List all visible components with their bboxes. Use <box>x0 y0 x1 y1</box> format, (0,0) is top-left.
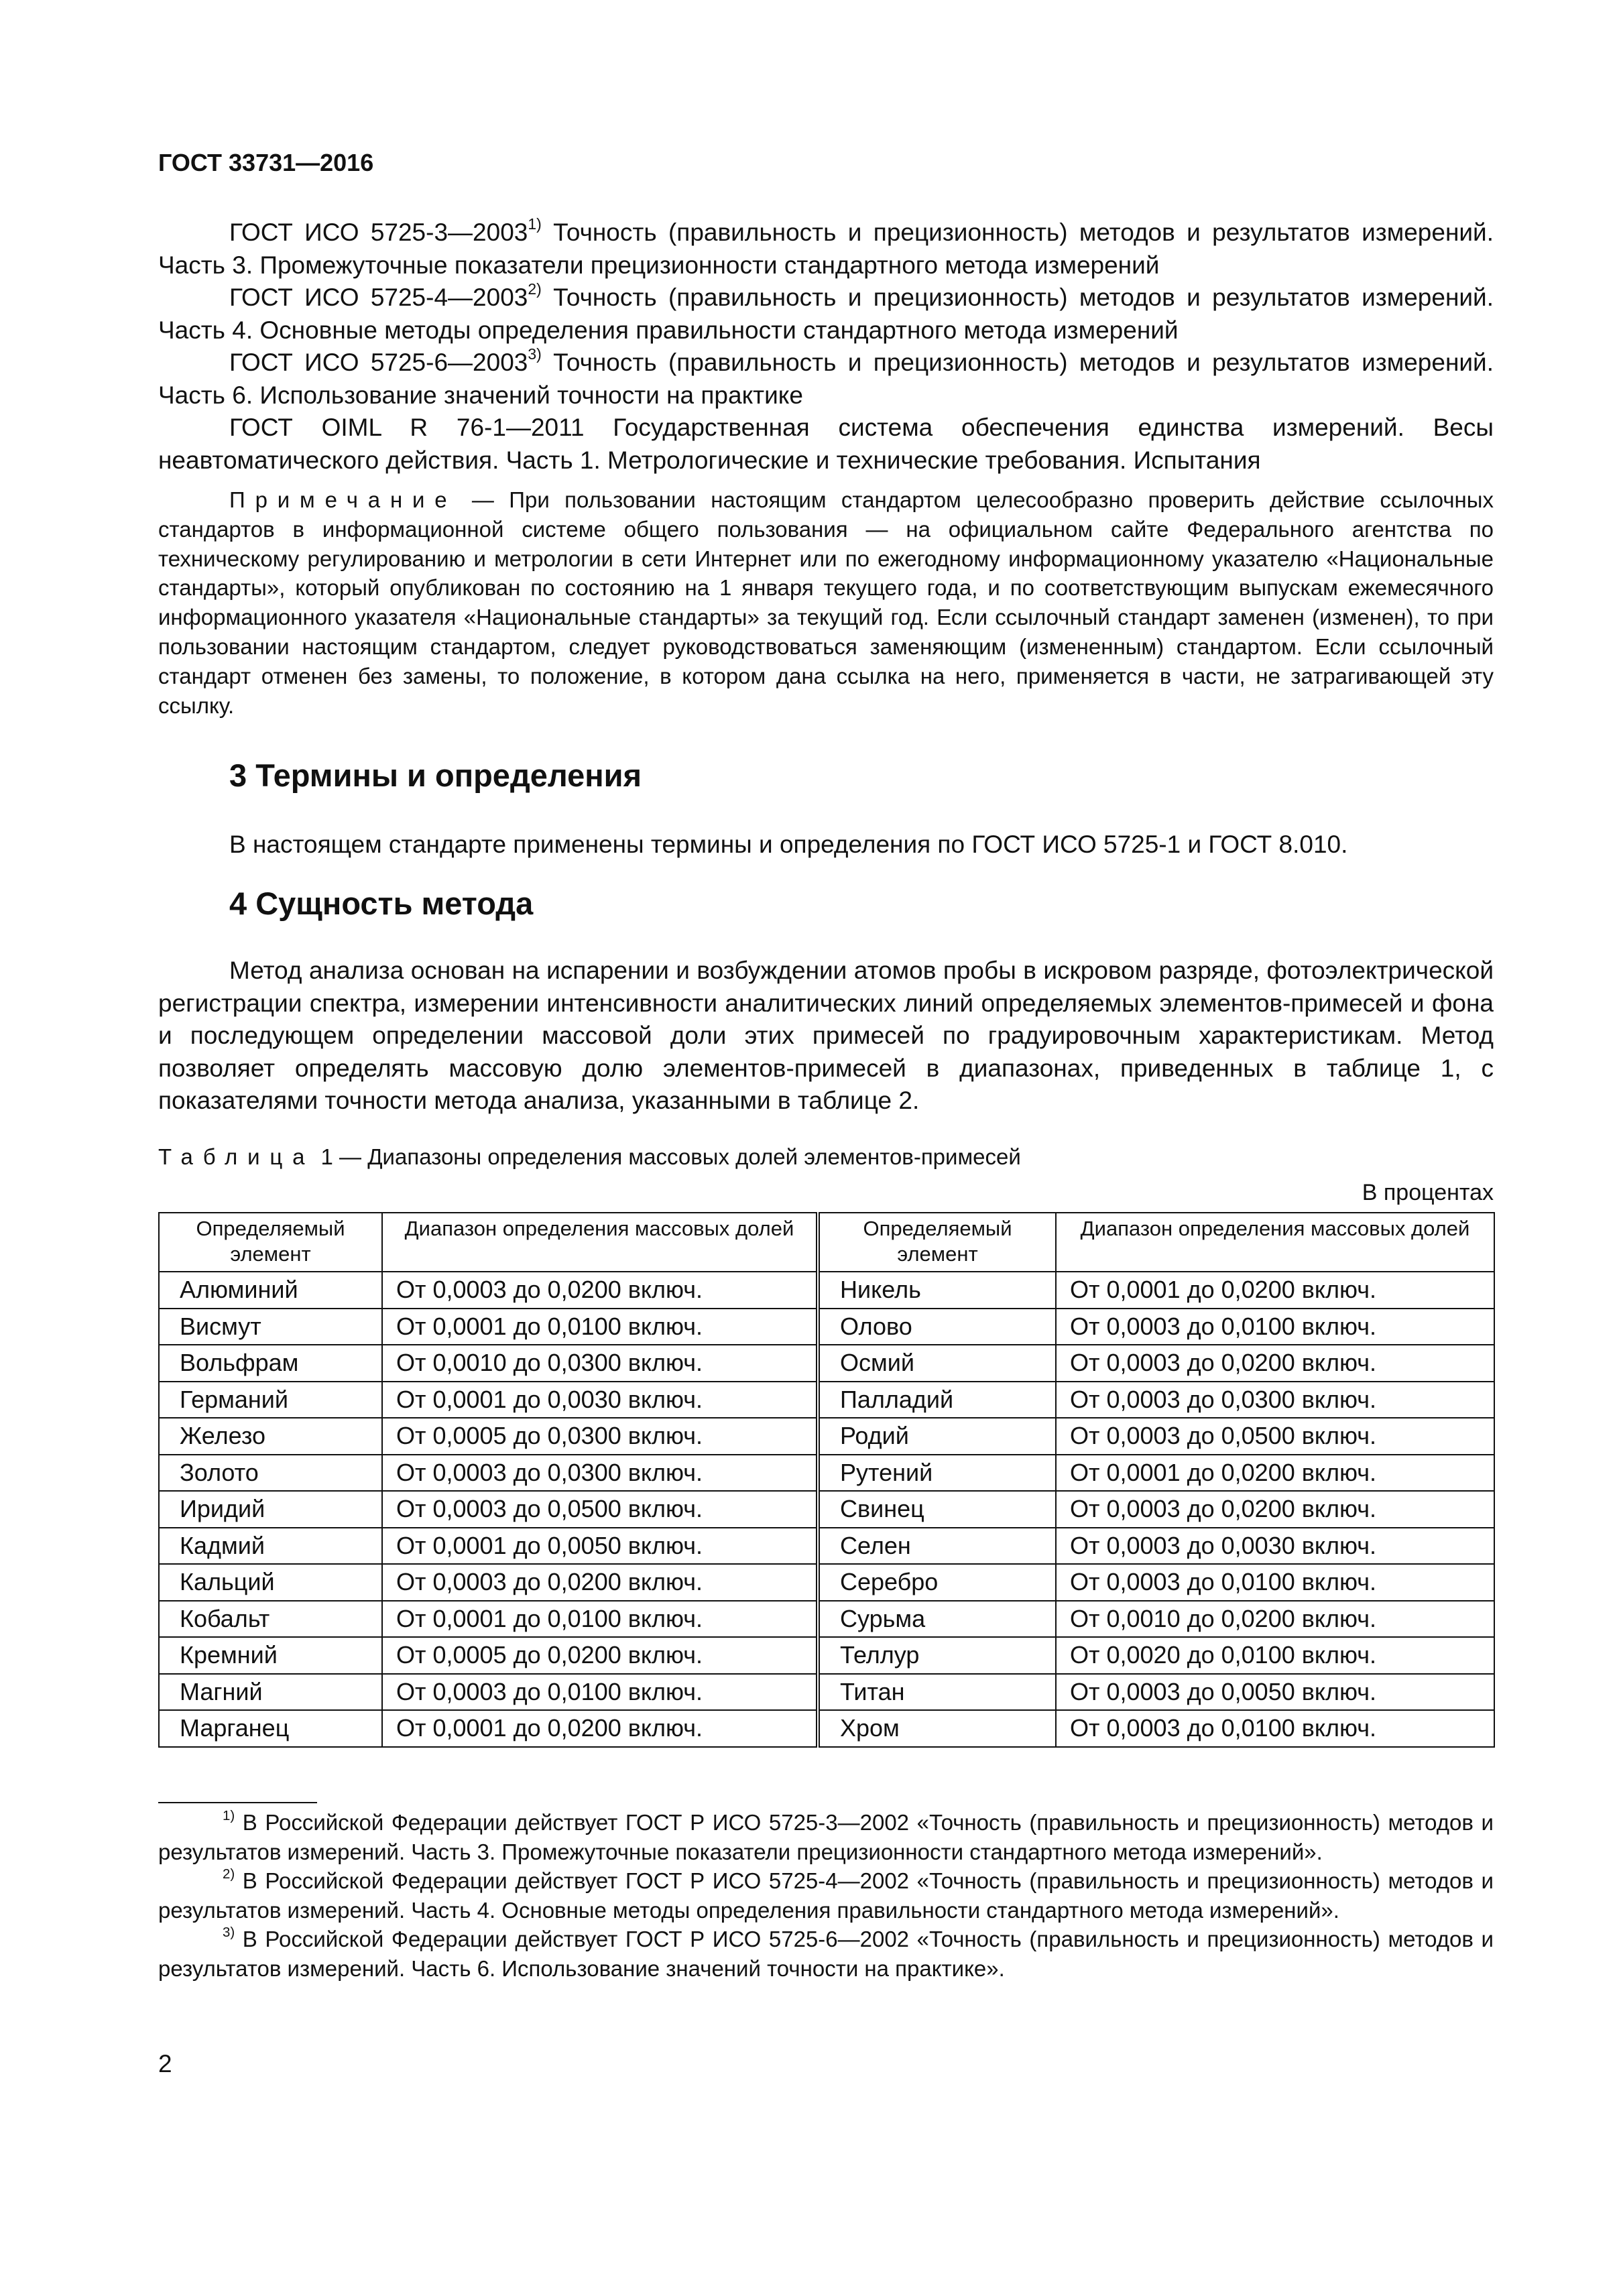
footnote-marker: 3) <box>528 345 542 363</box>
range-value: От 0,0005 до 0,0300 включ. <box>382 1418 818 1455</box>
range-value: От 0,0001 до 0,0100 включ. <box>382 1601 818 1638</box>
table-row <box>159 1309 1494 1345</box>
range-value: От 0,0020 до 0,0100 включ. <box>1056 1637 1494 1674</box>
table-row <box>159 1382 1494 1418</box>
table-row <box>159 1491 1494 1528</box>
range-value: От 0,0001 до 0,0050 включ. <box>382 1528 818 1565</box>
element-name: Титан <box>818 1674 1056 1711</box>
reference-code: ГОСТ OIML R 76-1—2011 <box>229 414 585 441</box>
range-value: От 0,0005 до 0,0200 включ. <box>382 1637 818 1674</box>
reference-title: Государственная система обеспечения единства измерений. Весы неавтоматического действия. Часть 1. Метрологические и технические требования. Испытания <box>158 414 1494 474</box>
footnote-marker: 3) <box>223 1924 235 1940</box>
range-value: От 0,0003 до 0,0500 включ. <box>382 1491 818 1528</box>
element-name: Теллур <box>818 1637 1056 1674</box>
range-value: От 0,0003 до 0,0100 включ. <box>382 1674 818 1711</box>
element-name: Кремний <box>159 1637 382 1674</box>
header-element: Определяемый элемент <box>818 1213 1056 1272</box>
range-value: От 0,0003 до 0,0100 включ. <box>1056 1710 1494 1747</box>
footnote-text: В Российской Федерации действует ГОСТ Р ИСО 5725-4—2002 «Точность (правильность и прецизионность) методов и результатов измерений. Часть 4. Основные методы определения правильности стандартного метода измерений». <box>158 1868 1494 1923</box>
element-name: Осмий <box>818 1345 1056 1382</box>
ranges-table <box>158 1212 1495 1748</box>
note-label: Примечание <box>229 487 457 512</box>
footnote-marker: 2) <box>528 280 542 298</box>
section-4-paragraph: Метод анализа основан на испарении и возбуждении атомов пробы в искровом разряде, фотоэлектрической регистрации спектра, измерении интенсивности аналитических линий определяемых элементов-примесей и фона и последующем определении массовой доли этих примесей по градуировочным характеристикам. Метод позволяет определять массовую долю элементов-примесей в диапазонах, приведенных в таблице 1, с показателями точности метода анализа, указанными в таблице 2. <box>158 957 1494 1114</box>
footnote-text: В Российской Федерации действует ГОСТ Р ИСО 5725-6—2002 «Точность (правильность и прецизионность) методов и результатов измерений. Часть 6. Использование значений точности на практике». <box>158 1927 1494 1981</box>
section-4-body <box>158 955 1494 1117</box>
table-row <box>159 1710 1494 1747</box>
reference-item <box>158 217 1494 282</box>
table-row <box>159 1418 1494 1455</box>
range-value: От 0,0003 до 0,0100 включ. <box>1056 1309 1494 1345</box>
reference-item <box>158 412 1494 477</box>
range-value: От 0,0001 до 0,0200 включ. <box>1056 1455 1494 1492</box>
element-name: Иридий <box>159 1491 382 1528</box>
normative-references <box>158 217 1494 477</box>
section-3-heading: 3 Термины и определения <box>229 758 642 793</box>
footnote-divider <box>158 1802 317 1803</box>
table-caption <box>158 1144 1021 1170</box>
page-number: 2 <box>158 2050 172 2077</box>
table-caption-label: Таблица <box>158 1144 315 1169</box>
table-unit: В процентах <box>1362 1180 1494 1205</box>
element-name: Магний <box>159 1674 382 1711</box>
range-value: От 0,0003 до 0,0200 включ. <box>382 1272 818 1309</box>
section-3-paragraph: В настоящем стандарте применены термины и определения по ГОСТ ИСО 5725-1 и ГОСТ 8.010. <box>229 831 1348 858</box>
element-name: Никель <box>818 1272 1056 1309</box>
range-value: От 0,0010 до 0,0200 включ. <box>1056 1601 1494 1638</box>
range-value: От 0,0003 до 0,0300 включ. <box>1056 1382 1494 1418</box>
footnote-marker: 1) <box>528 215 542 233</box>
section-3-body <box>158 829 1494 861</box>
range-value: От 0,0003 до 0,0200 включ. <box>382 1564 818 1601</box>
range-value: От 0,0003 до 0,0100 включ. <box>1056 1564 1494 1601</box>
footnote-item <box>158 1925 1494 1983</box>
footnotes <box>158 1808 1494 1983</box>
header-element: Определяемый элемент <box>159 1213 382 1272</box>
table-caption-text: 1 — Диапазоны определения массовых долей элементов-примесей <box>314 1144 1021 1169</box>
element-name: Хром <box>818 1710 1056 1747</box>
footnote-item <box>158 1866 1494 1925</box>
element-name: Железо <box>159 1418 382 1455</box>
element-name: Серебро <box>818 1564 1056 1601</box>
reference-title: Точность (правильность и прецизионность) методов и результатов измерений. Часть 6. Использование значений точности на практике <box>158 349 1494 409</box>
element-name: Олово <box>818 1309 1056 1345</box>
element-name: Золото <box>159 1455 382 1492</box>
element-name: Кальций <box>159 1564 382 1601</box>
table-row <box>159 1637 1494 1674</box>
table-row <box>159 1272 1494 1309</box>
footnote-item <box>158 1808 1494 1866</box>
element-name: Селен <box>818 1528 1056 1565</box>
reference-item <box>158 347 1494 412</box>
footnote-marker: 1) <box>223 1807 235 1823</box>
table-row <box>159 1455 1494 1492</box>
range-value: От 0,0003 до 0,0050 включ. <box>1056 1674 1494 1711</box>
note-text: — При пользовании настоящим стандартом целесообразно проверить действие ссылочных стандартов в информационной системе общего пользования — на официальном сайте Федерального агентства по техническому регулированию и метрологии в сети Интернет или по ежегодному информационному указателю «Национальные стандарты», который опубликован по состоянию на 1 января текущего года, и по соответствующим выпускам ежемесячного информационного указателя «Национальные стандарты» за текущий год. Если ссылочный стандарт заменен (изменен), то при пользовании настоящим стандартом, следует руководствоваться заменяющим (измененным) стандартом. Если ссылочный стандарт отменен без замены, то положение, в котором дана ссылка на него, применяется в части, не затрагивающей эту ссылку. <box>158 487 1494 718</box>
table-header-row <box>159 1213 1494 1272</box>
element-name: Марганец <box>159 1710 382 1747</box>
range-value: От 0,0001 до 0,0200 включ. <box>382 1710 818 1747</box>
element-name: Рутений <box>818 1455 1056 1492</box>
section-4-heading: 4 Сущность метода <box>229 886 534 921</box>
document-code: ГОСТ 33731—2016 <box>158 149 374 176</box>
range-value: От 0,0003 до 0,0030 включ. <box>1056 1528 1494 1565</box>
table-row <box>159 1674 1494 1711</box>
element-name: Кадмий <box>159 1528 382 1565</box>
table-row <box>159 1345 1494 1382</box>
range-value: От 0,0001 до 0,0100 включ. <box>382 1309 818 1345</box>
element-name: Родий <box>818 1418 1056 1455</box>
reference-title: Точность (правильность и прецизионность) методов и результатов измерений. Часть 3. Промежуточные показатели прецизионности стандартного метода измерений <box>158 219 1494 279</box>
table-row <box>159 1564 1494 1601</box>
header-range: Диапазон определения массовых долей <box>1056 1213 1494 1272</box>
table-row <box>159 1601 1494 1638</box>
footnote-marker: 2) <box>223 1866 235 1882</box>
element-name: Германий <box>159 1382 382 1418</box>
reference-title: Точность (правильность и прецизионность) методов и результатов измерений. Часть 4. Основные методы определения правильности стандартного метода измерений <box>158 284 1494 344</box>
element-name: Сурьма <box>818 1601 1056 1638</box>
element-name: Висмут <box>159 1309 382 1345</box>
range-value: От 0,0003 до 0,0300 включ. <box>382 1455 818 1492</box>
note-block <box>158 485 1494 720</box>
range-value: От 0,0010 до 0,0300 включ. <box>382 1345 818 1382</box>
reference-code: ГОСТ ИСО 5725-4—2003 <box>229 284 528 311</box>
reference-code: ГОСТ ИСО 5725-3—2003 <box>229 219 528 246</box>
element-name: Палладий <box>818 1382 1056 1418</box>
range-value: От 0,0003 до 0,0500 включ. <box>1056 1418 1494 1455</box>
table-row <box>159 1528 1494 1565</box>
header-range: Диапазон определения массовых долей <box>382 1213 818 1272</box>
range-value: От 0,0001 до 0,0030 включ. <box>382 1382 818 1418</box>
footnote-text: В Российской Федерации действует ГОСТ Р ИСО 5725-3—2002 «Точность (правильность и прецизионность) методов и результатов измерений. Часть 3. Промежуточные показатели прецизионности стандартного метода измерений». <box>158 1810 1494 1864</box>
reference-item <box>158 282 1494 347</box>
range-value: От 0,0003 до 0,0200 включ. <box>1056 1491 1494 1528</box>
reference-code: ГОСТ ИСО 5725-6—2003 <box>229 349 528 376</box>
element-name: Кобальт <box>159 1601 382 1638</box>
element-name: Алюминий <box>159 1272 382 1309</box>
range-value: От 0,0003 до 0,0200 включ. <box>1056 1345 1494 1382</box>
element-name: Вольфрам <box>159 1345 382 1382</box>
element-name: Свинец <box>818 1491 1056 1528</box>
range-value: От 0,0001 до 0,0200 включ. <box>1056 1272 1494 1309</box>
